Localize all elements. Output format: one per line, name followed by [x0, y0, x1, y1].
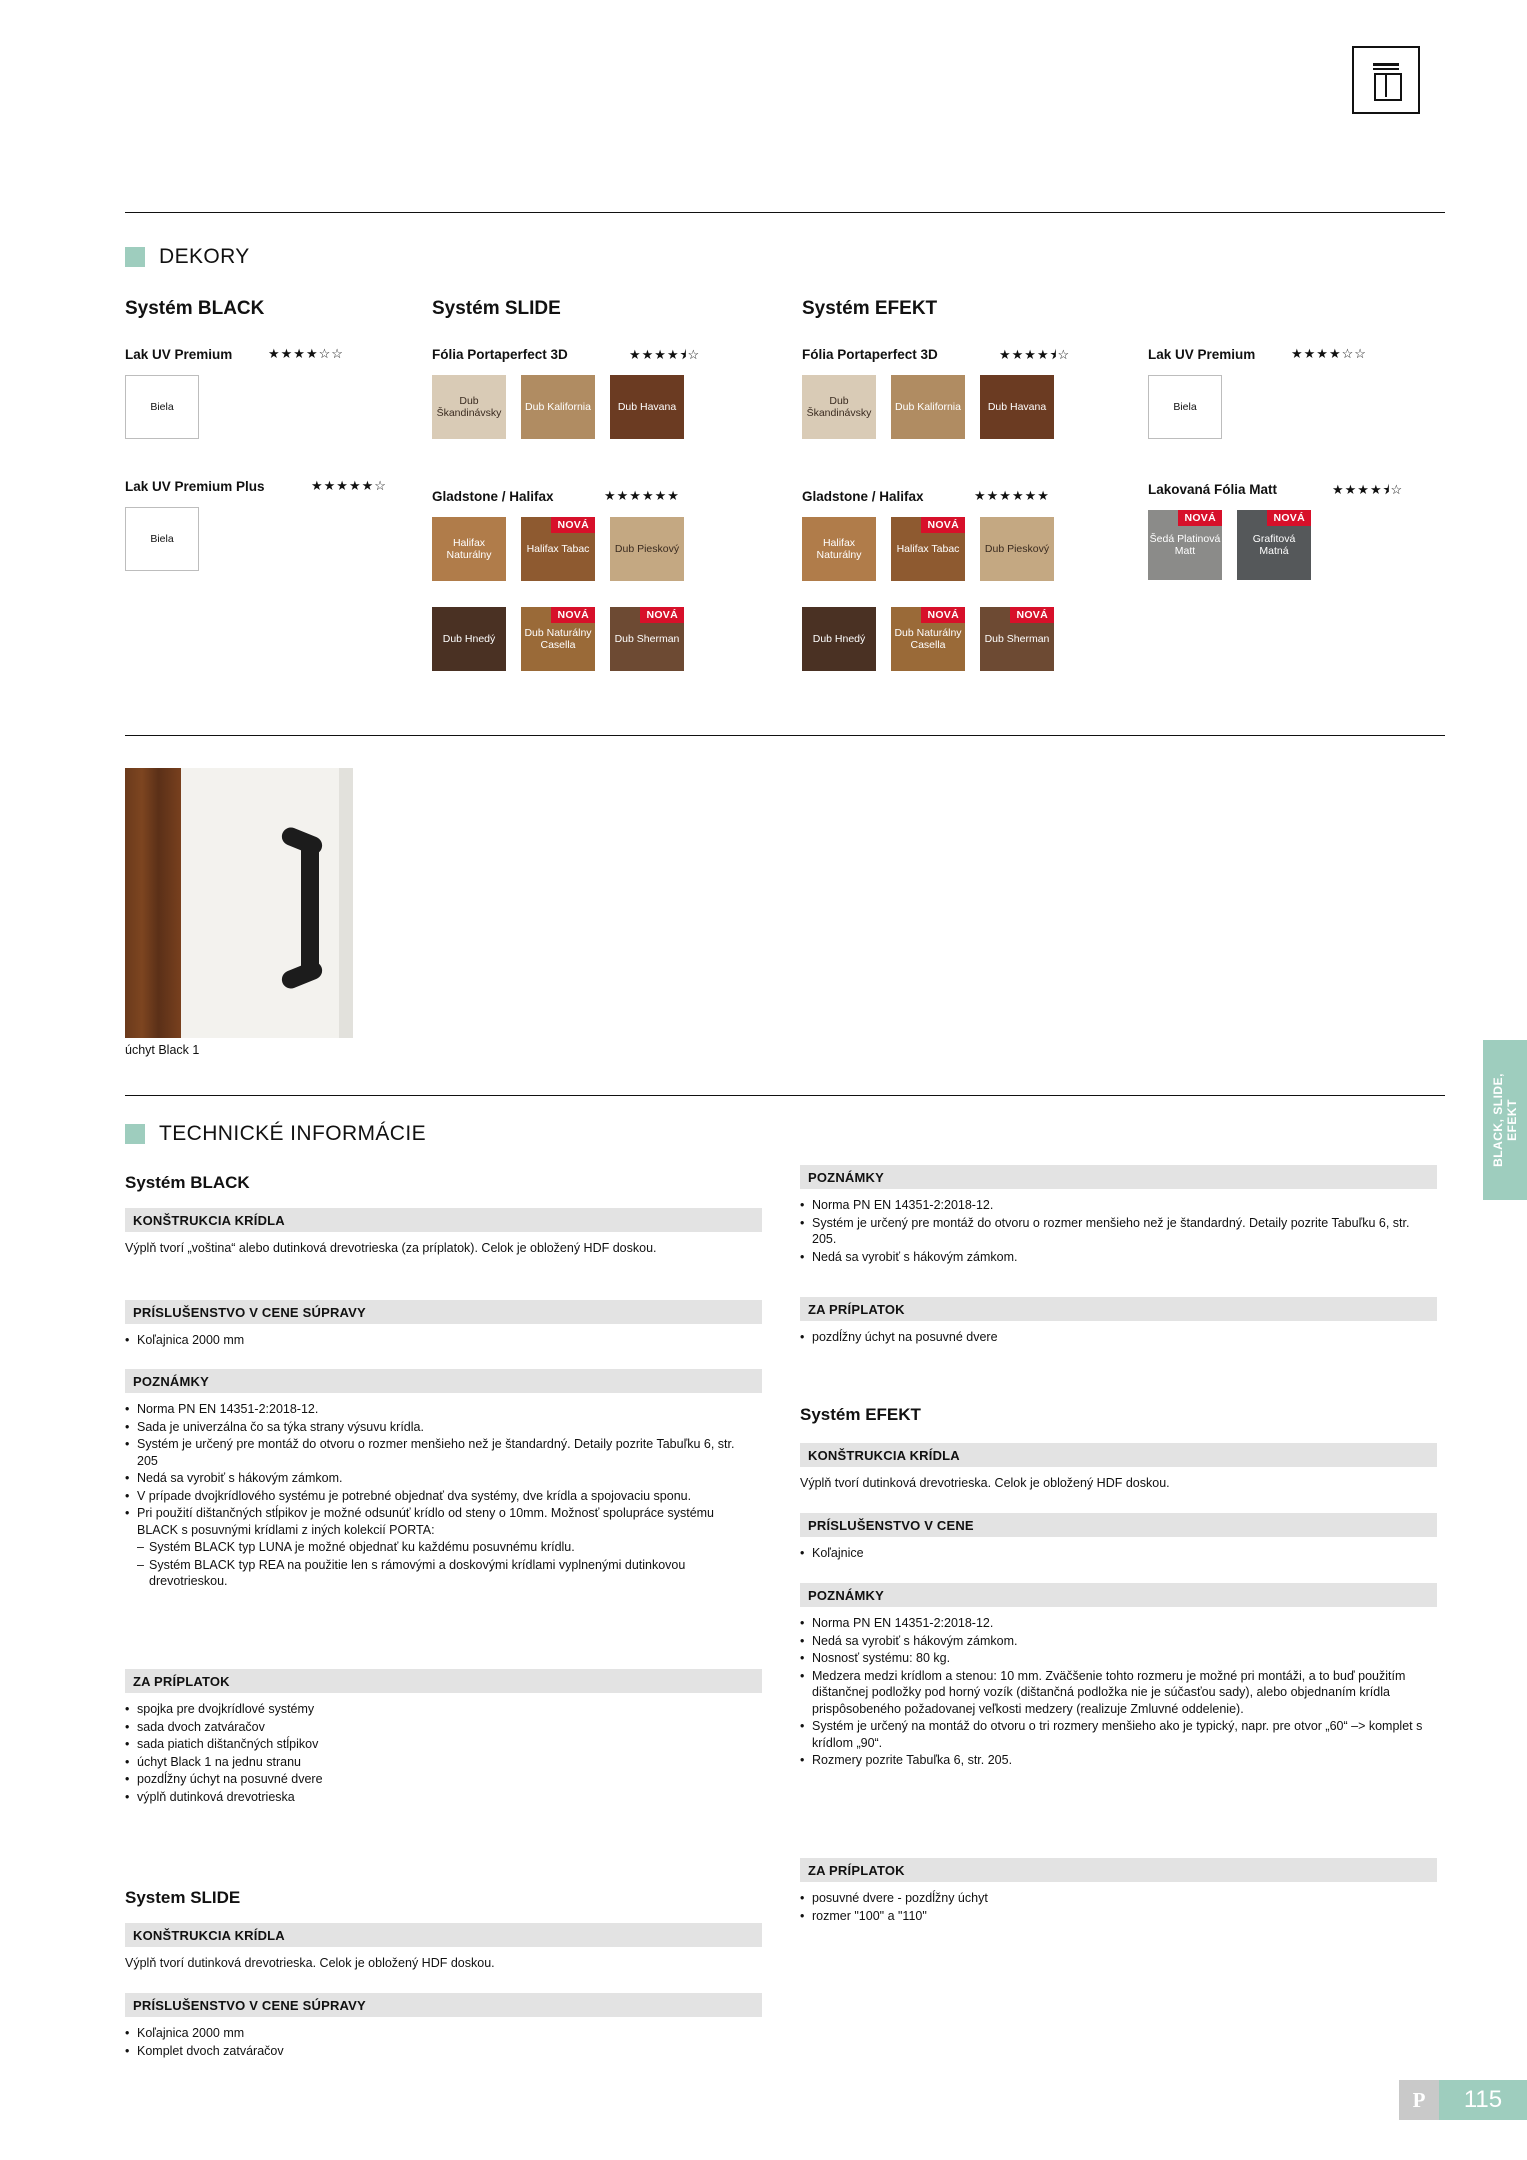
bar-label: POZNÁMKY: [808, 1169, 884, 1185]
swatch-label: Halifax Naturálny: [816, 537, 862, 561]
bar-label: POZNÁMKY: [133, 1373, 209, 1389]
bar-poznamky-efekt: [800, 1583, 1437, 1607]
swatch-label: Dub Hnedý: [812, 633, 866, 645]
swatch-efekt-biela[interactable]: [1148, 375, 1222, 439]
bar-priplatok-efekt: [800, 1858, 1437, 1882]
swatch-label: Dub Pieskový: [614, 543, 680, 555]
swatch-black-biela-2[interactable]: [125, 507, 199, 571]
side-tab-label: BLACK, SLIDE, EFEKT: [1491, 1073, 1519, 1167]
list-item: • rozmer "100" a "110": [800, 1908, 1430, 1925]
section-title: TECHNICKÉ INFORMÁCIE: [159, 1122, 427, 1145]
tech-title-efekt: Systém EFEKT: [800, 1405, 921, 1424]
bar-prislusenstvo-slide: [125, 1993, 762, 2017]
list-poznamky-black: [125, 1401, 755, 1591]
bullet-square-icon: [125, 1124, 145, 1144]
bar-label: PRÍSLUŠENSTVO V CENE SÚPRAVY: [133, 1997, 366, 2013]
swatch-label: Grafitová Matná: [1252, 533, 1296, 557]
swatch-black-biela-1[interactable]: [125, 375, 199, 439]
finish-label-black-1: Lak UV Premium: [125, 347, 233, 362]
bar-label: KONŠTRUKCIA KRÍDLA: [133, 1927, 285, 1943]
badge-nova: NOVÁ: [1010, 607, 1054, 623]
paragraph: Výplň tvorí dutinková drevotrieska. Celok je obložený HDF doskou.: [125, 1956, 495, 1970]
bar-priplatok-black: [125, 1669, 762, 1693]
swatch-label: Halifax Tabac: [896, 543, 960, 555]
photo-wood-panel: [125, 768, 181, 1038]
swatch-label: Šedá Platinová Matt: [1149, 533, 1221, 557]
list-item: • posuvné dvere - pozdĺžny úchyt: [800, 1890, 1430, 1907]
swatch-label: Dub Škandinávsky: [806, 395, 872, 419]
bar-label: ZA PRÍPLATOK: [133, 1673, 230, 1689]
bar-label: POZNÁMKY: [808, 1587, 884, 1603]
list-item-sub: – Systém BLACK typ REA na použitie len s rámovými a doskovými krídlami vyplnenými dutinkovou drevotrieskou.: [125, 1557, 755, 1590]
decor-system-title-efekt: Systém EFEKT: [802, 298, 938, 319]
list-item: • výplň dutinková drevotrieska: [125, 1789, 755, 1806]
list-prislusenstvo-slide: [125, 2025, 755, 2060]
swatch-efekt-dub-sherman[interactable]: [980, 607, 1054, 671]
swatch-efekt-seda-platinova-matt[interactable]: [1148, 510, 1222, 580]
photo-caption: úchyt Black 1: [125, 1043, 200, 1057]
brand-letter: P: [1412, 2087, 1426, 2112]
swatch-label: Halifax Tabac: [526, 543, 590, 555]
bullet-square-icon: [125, 247, 145, 267]
swatch-label: Dub Kalifornia: [525, 401, 591, 413]
swatch-efekt-dub-havana[interactable]: [980, 375, 1054, 439]
list-priplatok-slide: [800, 1329, 1430, 1347]
list-item: • Koľajnice: [800, 1545, 1430, 1562]
paragraph: Výplň tvorí dutinková drevotrieska. Celok je obložený HDF doskou.: [800, 1476, 1170, 1490]
swatch-slide-dub-naturalny-casella[interactable]: [521, 607, 595, 671]
list-item: • Norma PN EN 14351-2:2018-12.: [800, 1615, 1430, 1632]
list-prislusenstvo-efekt: [800, 1545, 1430, 1563]
swatch-slide-dub-hnedy[interactable]: [432, 607, 506, 671]
list-item: • sada piatich dištančných stĺpikov: [125, 1736, 755, 1753]
swatch-label: Halifax Naturálny: [446, 537, 492, 561]
swatch-label: Dub Havana: [987, 401, 1047, 413]
finish-label-efekt-4: Lakovaná Fólia Matt: [1148, 482, 1278, 497]
bar-label: PRÍSLUŠENSTVO V CENE: [808, 1517, 974, 1533]
swatch-efekt-halifax-tabac[interactable]: [891, 517, 965, 581]
bar-label: ZA PRÍPLATOK: [808, 1301, 905, 1317]
list-priplatok-black: [125, 1701, 755, 1806]
list-item: • Pri použití dištančných stĺpikov je možné odsunúť krídlo od steny o 10mm. Možnosť spolupráce systému BLACK s posuvnými krídlami z iných kolekcií PORTA:: [125, 1505, 755, 1538]
list-item: • Nedá sa vyrobiť s hákovým zámkom.: [800, 1633, 1430, 1650]
finish-rating-efekt-2: ★★★★★★: [974, 488, 1050, 503]
list-item: • Norma PN EN 14351-2:2018-12.: [800, 1197, 1430, 1214]
list-item: • Koľajnica 2000 mm: [125, 2025, 755, 2042]
section-title: DEKORY: [159, 245, 250, 268]
list-item: • Nedá sa vyrobiť s hákovým zámkom.: [125, 1470, 755, 1487]
swatch-label: Dub Hnedý: [442, 633, 496, 645]
bar-poznamky-black: [125, 1369, 762, 1393]
swatch-label: Dub Sherman: [614, 633, 680, 645]
list-priplatok-efekt: [800, 1890, 1430, 1925]
swatch-efekt-dub-hnedy[interactable]: [802, 607, 876, 671]
list-item-sub: – Systém BLACK typ LUNA je možné objednať ku každému posuvnému krídlu.: [125, 1539, 755, 1556]
swatch-efekt-dub-skandinavsky[interactable]: [802, 375, 876, 439]
bar-konstrukcia-black: [125, 1208, 762, 1232]
badge-nova: NOVÁ: [1267, 510, 1311, 526]
finish-rating-efekt-3: ★★★★☆☆: [1291, 346, 1367, 361]
finish-label-slide-2: Gladstone / Halifax: [432, 489, 554, 504]
badge-nova: NOVÁ: [551, 607, 595, 623]
bar-prislusenstvo-efekt: [800, 1513, 1437, 1537]
list-item: • Nosnosť systému: 80 kg.: [800, 1650, 1430, 1667]
list-item: • Systém je určený pre montáž do otvoru o rozmer menšieho než je štandardný. Detaily pozrite Tabuľku 6, str. 205.: [800, 1215, 1430, 1248]
text-konstrukcia-efekt: [800, 1475, 1430, 1492]
swatch-label: Dub Naturálny Casella: [524, 627, 592, 651]
divider-mid: [125, 735, 1445, 736]
finish-label-black-2: Lak UV Premium Plus: [125, 479, 265, 494]
finish-rating-slide-1: ★★★★⯨☆: [629, 347, 701, 362]
badge-nova: NOVÁ: [1178, 510, 1222, 526]
list-item: • Sada je univerzálna čo sa týka strany výsuvu krídla.: [125, 1419, 755, 1436]
divider-top: [125, 212, 1445, 213]
list-item: • Norma PN EN 14351-2:2018-12.: [125, 1401, 755, 1418]
list-item: • Nedá sa vyrobiť s hákovým zámkom.: [800, 1249, 1430, 1266]
list-item: • úchyt Black 1 na jednu stranu: [125, 1754, 755, 1771]
list-poznamky-efekt: [800, 1615, 1430, 1770]
list-poznamky-slide: [800, 1197, 1430, 1266]
list-prislusenstvo-black: [125, 1332, 755, 1350]
swatch-label: Dub Sherman: [984, 633, 1050, 645]
swatch-label: Dub Škandinávsky: [436, 395, 502, 419]
badge-nova: NOVÁ: [921, 607, 965, 623]
finish-label-slide-1: Fólia Portaperfect 3D: [432, 347, 568, 362]
swatch-efekt-dub-kalifornia[interactable]: [891, 375, 965, 439]
divider-tech: [125, 1095, 1445, 1096]
finish-label-efekt-1: Fólia Portaperfect 3D: [802, 347, 938, 362]
height-dimension-icon: [1352, 46, 1420, 114]
swatch-label: Biela: [150, 401, 174, 413]
swatch-slide-dub-skandinavsky[interactable]: [432, 375, 506, 439]
section-header-dekory: [125, 245, 250, 269]
swatch-label: Biela: [150, 533, 174, 545]
swatch-slide-halifax-naturalny[interactable]: [432, 517, 506, 581]
bar-label: KONŠTRUKCIA KRÍDLA: [808, 1447, 960, 1463]
text-konstrukcia-slide: [125, 1955, 755, 1972]
bar-poznamky-slide: [800, 1165, 1437, 1189]
badge-nova: NOVÁ: [921, 517, 965, 533]
bar-label: PRÍSLUŠENSTVO V CENE SÚPRAVY: [133, 1304, 366, 1320]
swatch-slide-halifax-tabac[interactable]: [521, 517, 595, 581]
swatch-slide-dub-havana[interactable]: [610, 375, 684, 439]
bar-prislusenstvo-black: [125, 1300, 762, 1324]
finish-rating-efekt-1: ★★★★⯨☆: [999, 347, 1071, 362]
decor-system-title-slide: Systém SLIDE: [432, 298, 561, 319]
list-item: • Medzera medzi krídlom a stenou: 10 mm. Zväčšenie tohto rozmeru je možné pri montáži, a to buď použitím dištančnej podložky pod horný vozík (dištančná podložka nie je súčasťou sady), alebo objednaním krídla prispôsobeného požadovanej veľkosti medzery (realizuje Zmluvné oddelenie).: [800, 1668, 1430, 1718]
swatch-label: Dub Pieskový: [984, 543, 1050, 555]
swatch-efekt-grafitova-matna[interactable]: [1237, 510, 1311, 580]
finish-rating-black-2: ★★★★★☆: [311, 478, 387, 493]
finish-label-efekt-3: Lak UV Premium: [1148, 347, 1256, 362]
finish-rating-black-1: ★★★★☆☆: [268, 346, 344, 361]
swatch-label: Biela: [1173, 401, 1197, 413]
list-item: • Koľajnica 2000 mm: [125, 1332, 755, 1349]
side-tab-black-slide-efekt: [1483, 1040, 1527, 1200]
photo-gap: [353, 768, 395, 1038]
bar-priplatok-slide: [800, 1297, 1437, 1321]
swatch-slide-dub-pieskovy[interactable]: [610, 517, 684, 581]
badge-nova: NOVÁ: [551, 517, 595, 533]
brand-logo: [1399, 2080, 1439, 2120]
list-item: • Systém je určený na montáž do otvoru o tri rozmery menšieho ako je typický, napr. pre otvor „60“ –> komplet s krídlom „90“.: [800, 1718, 1430, 1751]
bar-konstrukcia-efekt: [800, 1443, 1437, 1467]
finish-label-efekt-2: Gladstone / Halifax: [802, 489, 924, 504]
list-item: • V prípade dvojkrídlového systému je potrebné objednať dva systémy, dve krídla a spojovaciu sponu.: [125, 1488, 755, 1505]
finish-rating-efekt-4: ★★★★⯨☆: [1332, 482, 1404, 497]
page-number-badge: [1439, 2080, 1527, 2120]
swatch-efekt-dub-pieskovy[interactable]: [980, 517, 1054, 581]
page-number: 115: [1463, 2086, 1503, 2113]
swatch-slide-dub-sherman[interactable]: [610, 607, 684, 671]
badge-nova: NOVÁ: [640, 607, 684, 623]
swatch-label: Dub Havana: [617, 401, 677, 413]
product-photo-handle: [125, 768, 395, 1038]
decor-system-title-black: Systém BLACK: [125, 298, 265, 319]
swatch-efekt-halifax-naturalny[interactable]: [802, 517, 876, 581]
tech-title-black: Systém BLACK: [125, 1173, 250, 1192]
list-item: • Komplet dvoch zatváračov: [125, 2043, 755, 2060]
bar-konstrukcia-slide: [125, 1923, 762, 1947]
list-item: • pozdĺžny úchyt na posuvné dvere: [125, 1771, 755, 1788]
list-item: • sada dvoch zatváračov: [125, 1719, 755, 1736]
section-header-tech: [125, 1122, 426, 1146]
handle-body-icon: [301, 838, 319, 978]
bar-label: KONŠTRUKCIA KRÍDLA: [133, 1212, 285, 1228]
list-item: • Rozmery pozrite Tabuľka 6, str. 205.: [800, 1752, 1430, 1769]
swatch-label: Dub Naturálny Casella: [894, 627, 962, 651]
swatch-efekt-dub-naturalny-casella[interactable]: [891, 607, 965, 671]
swatch-label: Dub Kalifornia: [895, 401, 961, 413]
paragraph: Výplň tvorí „voština“ alebo dutinková drevotrieska (za príplatok). Celok je obložený HDF doskou.: [125, 1241, 657, 1255]
list-item: • pozdĺžny úchyt na posuvné dvere: [800, 1329, 1430, 1346]
swatch-slide-dub-kalifornia[interactable]: [521, 375, 595, 439]
list-item: • spojka pre dvojkrídlové systémy: [125, 1701, 755, 1718]
bar-label: ZA PRÍPLATOK: [808, 1862, 905, 1878]
text-konstrukcia-black: [125, 1240, 755, 1257]
list-item: • Systém je určený pre montáž do otvoru o rozmer menšieho než je štandardný. Detaily pozrite Tabuľku 6, str. 205: [125, 1436, 755, 1469]
finish-rating-slide-2: ★★★★★★: [604, 488, 680, 503]
photo-door-edge: [339, 768, 353, 1038]
tech-title-slide: System SLIDE: [125, 1888, 241, 1907]
